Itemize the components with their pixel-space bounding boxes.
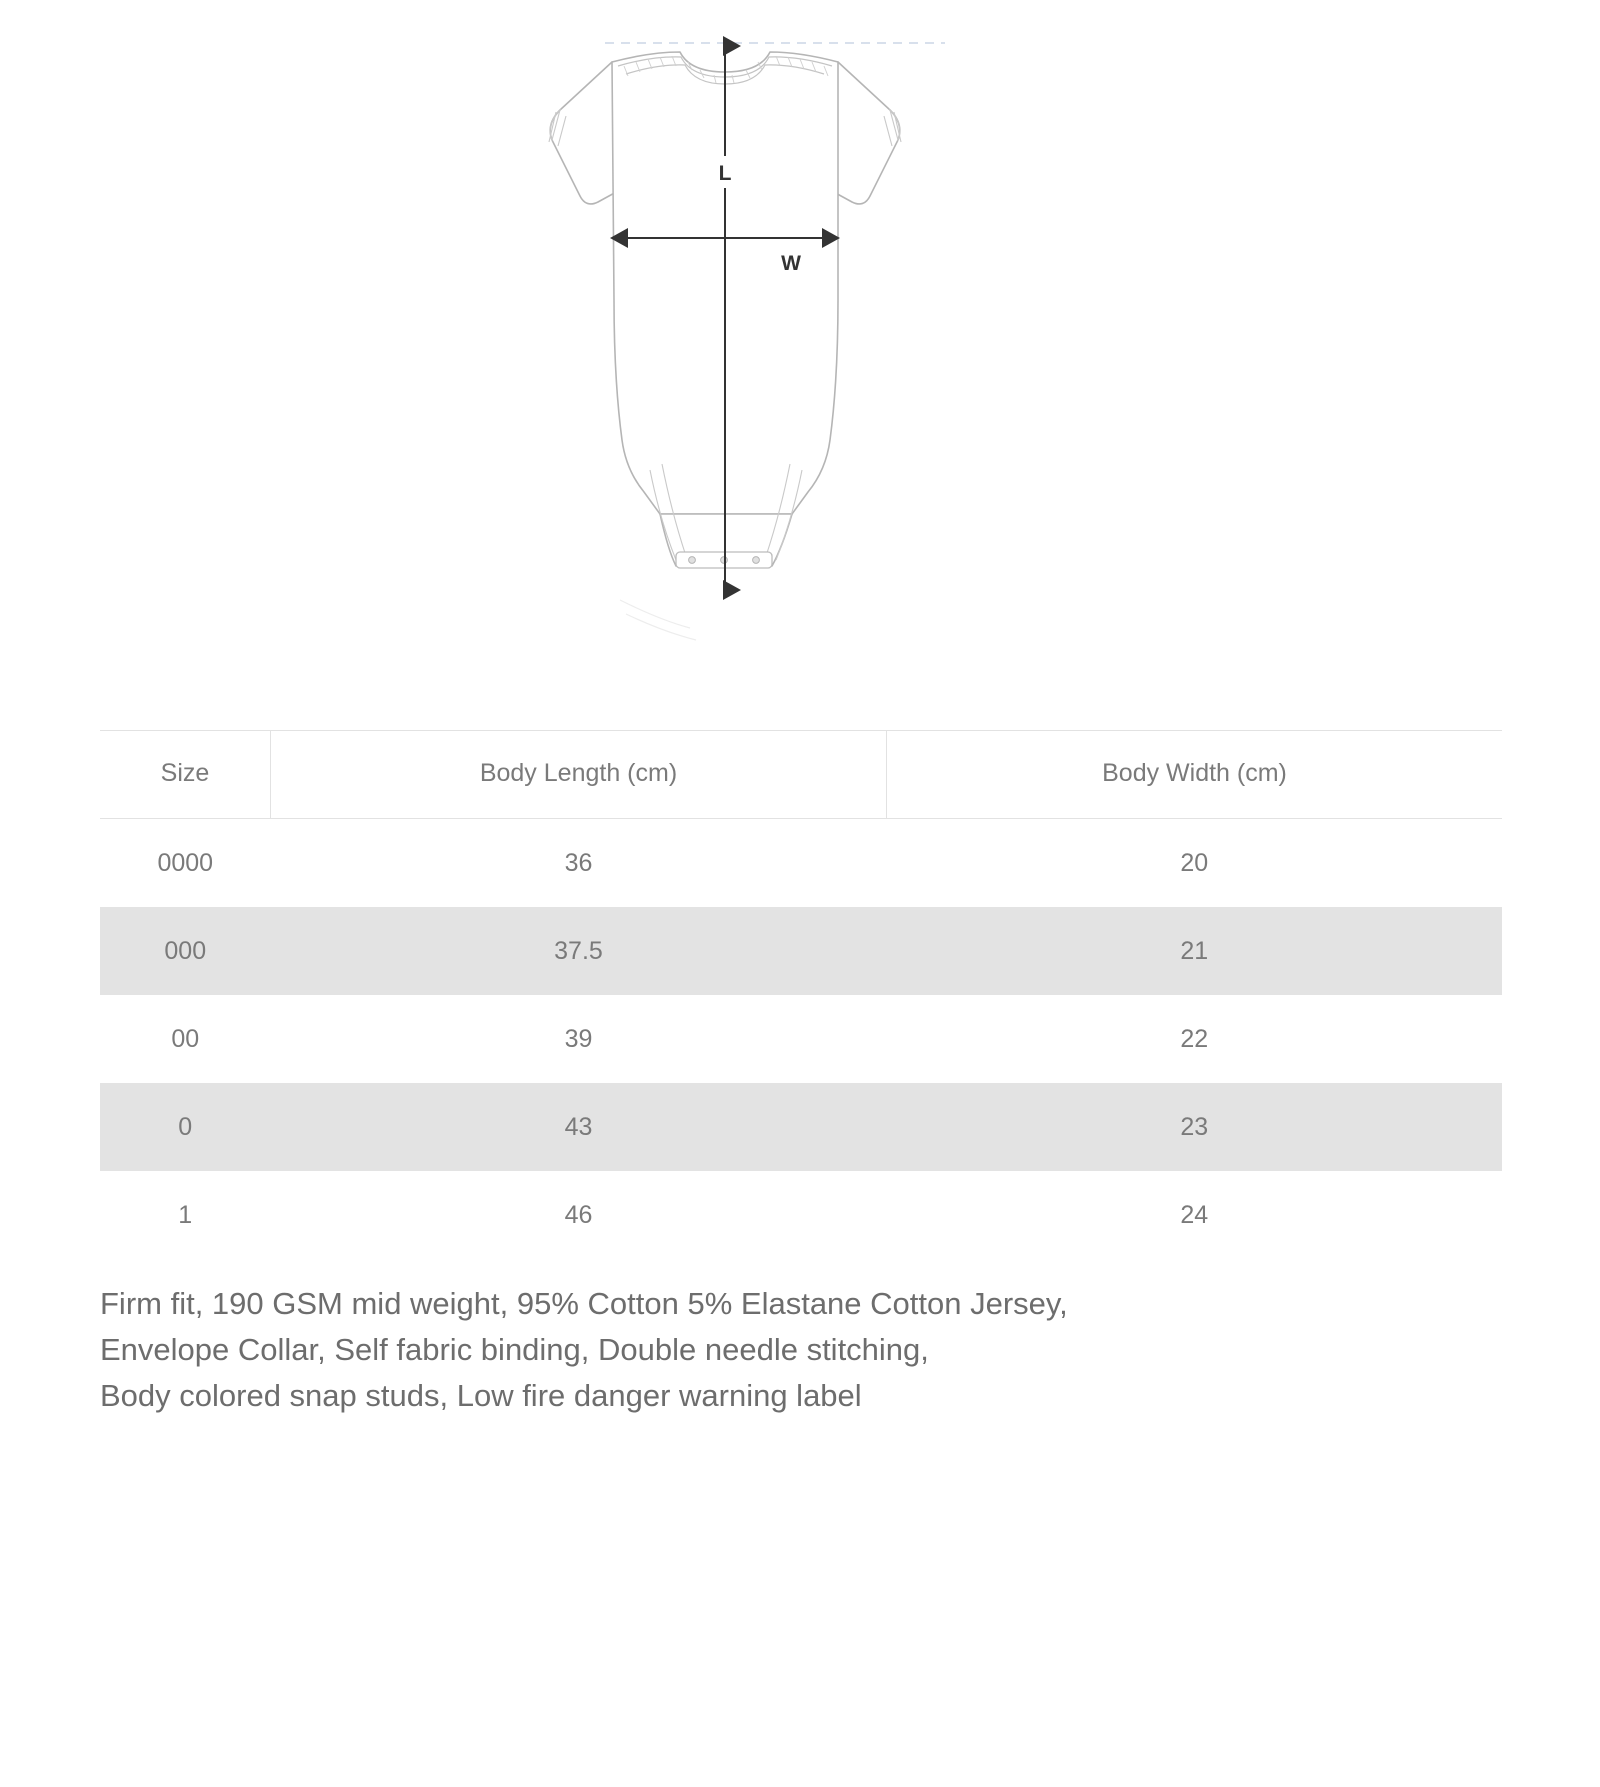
table-row: [100, 819, 1502, 908]
size-table: [100, 730, 1502, 1259]
table-header-row: [100, 731, 1502, 819]
cell-body-width: 21: [887, 907, 1503, 995]
bodysuit-svg: [500, 0, 1100, 700]
description-line-3: Body colored snap studs, Low fire danger warning label: [100, 1377, 862, 1413]
cell-size: 0000: [157, 848, 214, 877]
size-table-container: [0, 730, 1600, 1259]
width-label: W: [781, 252, 801, 275]
table-row: [100, 1171, 1502, 1259]
ghost-lines: [620, 600, 696, 640]
cell-size: 0: [100, 1083, 271, 1171]
product-description: [0, 1259, 1600, 1419]
cell-body-length: 36: [564, 848, 593, 877]
table-row: [100, 1083, 1502, 1171]
cell-body-length: 43: [271, 1083, 887, 1171]
description-line-1: Firm fit, 190 GSM mid weight, 95% Cotton 5% Elastane Cotton Jersey,: [100, 1286, 1068, 1321]
description-line-2: Envelope Collar, Self fabric binding, Double needle stitching,: [100, 1331, 929, 1367]
cell-body-width: 20: [1180, 848, 1209, 877]
cell-body-width: 23: [887, 1083, 1503, 1171]
table-row: [100, 907, 1502, 995]
cell-body-width: 22: [1180, 1024, 1209, 1053]
length-label: L: [718, 162, 732, 185]
table-body: [100, 819, 1502, 1260]
cell-body-length: 39: [564, 1024, 593, 1053]
column-header-body-length: Body Length (cm): [271, 731, 887, 819]
table-row: [100, 995, 1502, 1083]
cell-size: 00: [171, 1024, 200, 1053]
garment-diagram: [0, 0, 1600, 730]
column-header-size: Size: [100, 731, 271, 819]
cell-size: 1: [178, 1200, 193, 1229]
cell-body-length: 37.5: [271, 907, 887, 995]
cell-body-width: 24: [1180, 1200, 1209, 1229]
table-header: [100, 731, 1502, 819]
column-header-body-width: Body Width (cm): [887, 731, 1503, 819]
cell-body-length: 46: [564, 1200, 593, 1229]
cell-size: 000: [100, 907, 271, 995]
